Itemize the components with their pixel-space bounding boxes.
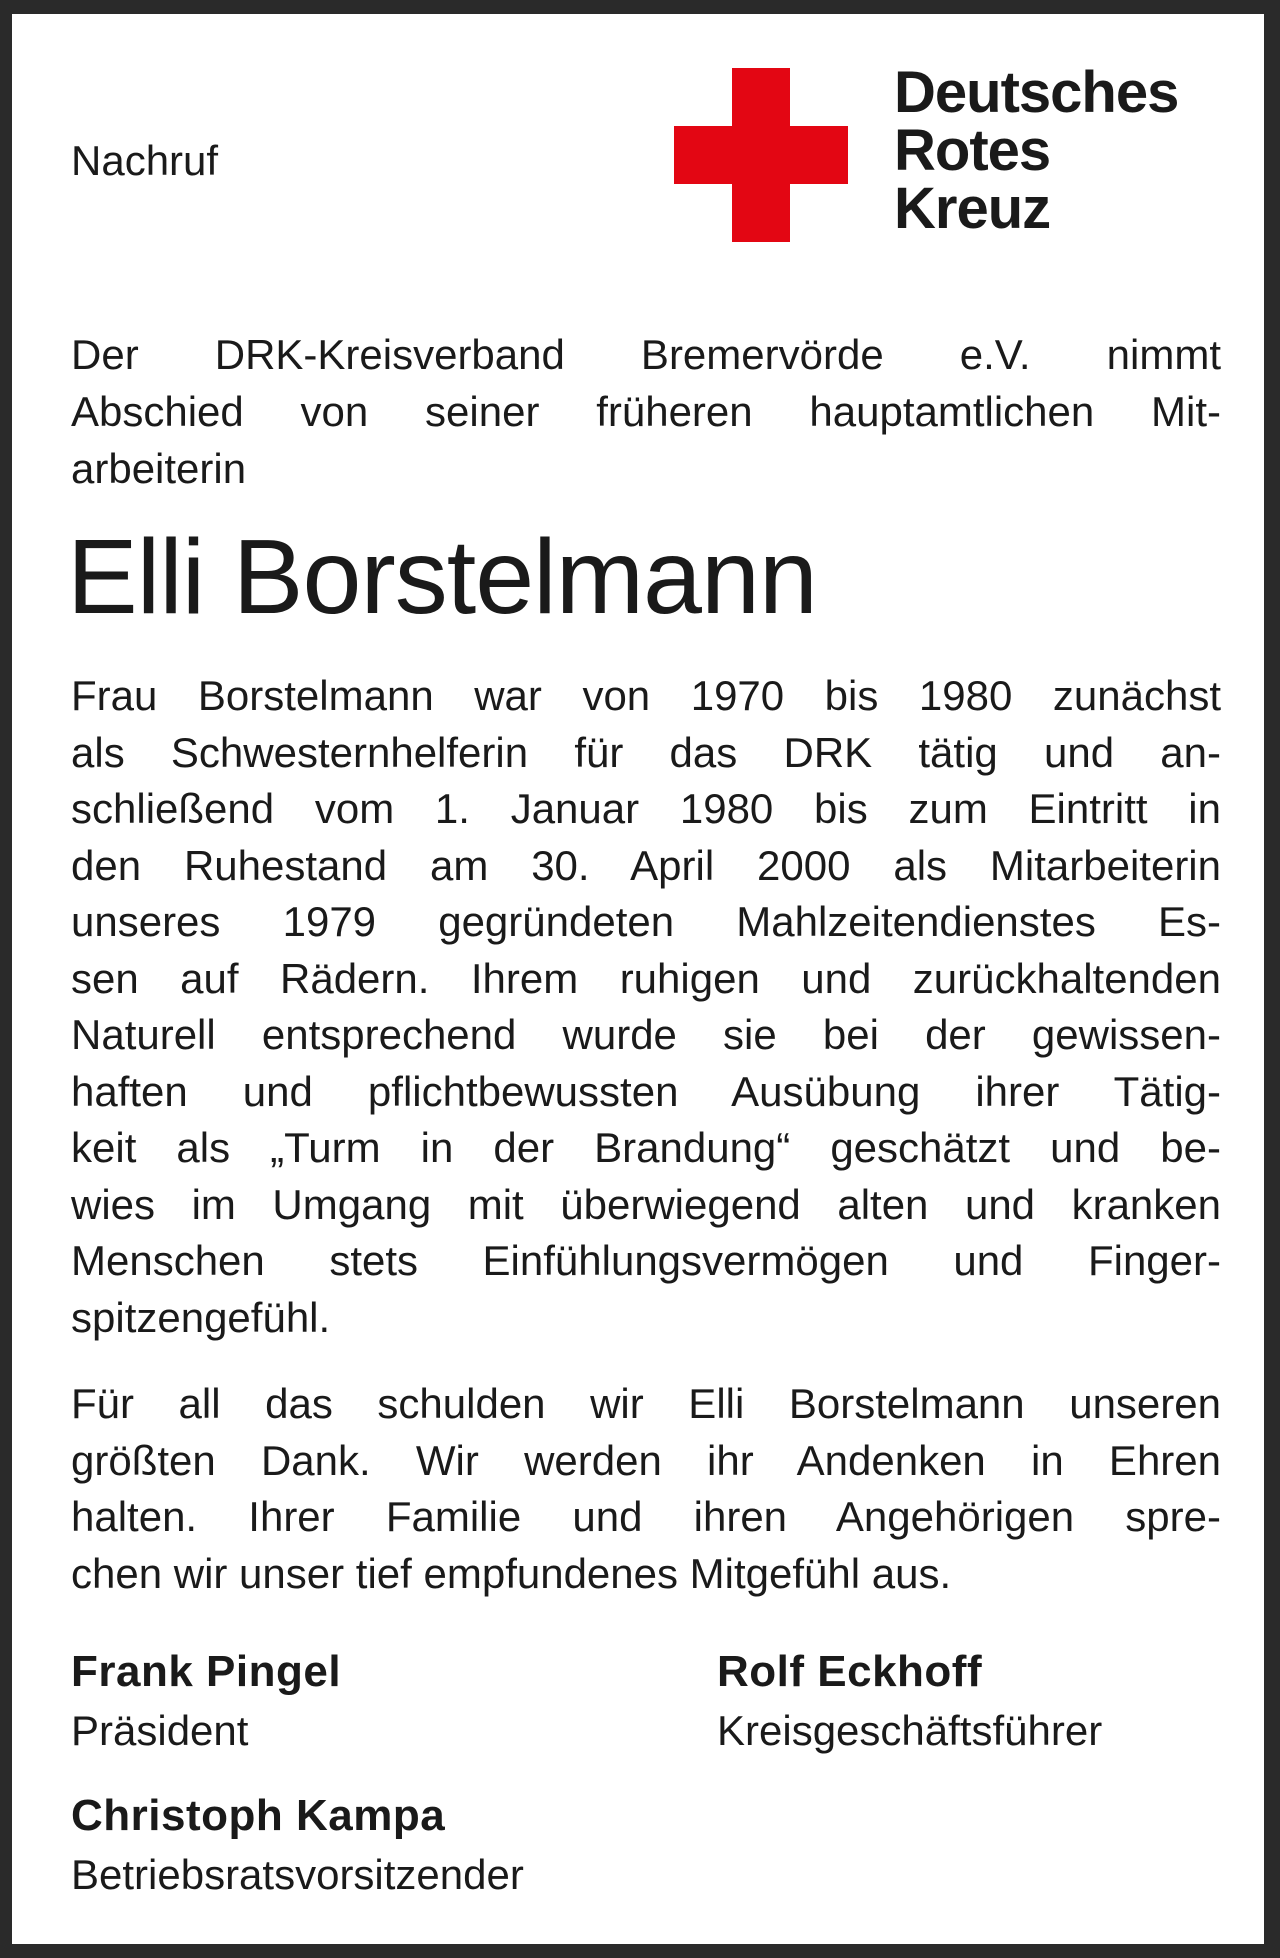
drk-wordmark	[894, 60, 1179, 241]
signatory-president	[71, 1647, 342, 1754]
signatory-works-council	[71, 1791, 524, 1898]
intro-line: arbeiterin	[71, 445, 247, 492]
closing-paragraph	[71, 1376, 1221, 1602]
bio-line: spitzengefühl.	[71, 1293, 331, 1341]
obituary-notice	[12, 14, 1264, 1944]
bio-line: keit als „Turm in der Brandung“ geschätzt und be-	[71, 1124, 1221, 1171]
closing-line: größten Dank. Wir werden ihr Andenken in Ehren	[71, 1436, 1221, 1484]
wordmark-line-3: Kreuz	[894, 176, 1051, 241]
bio-line: den Ruhestand am 30. April 2000 als Mitarbeiterin	[71, 841, 1221, 889]
red-cross-icon	[674, 68, 848, 242]
drk-logo	[674, 60, 1234, 258]
bio-line: Menschen stets Einfühlungsvermögen und Finger-	[71, 1237, 1221, 1284]
signatory-name: Christoph Kampa	[71, 1791, 446, 1840]
signatory-role: Präsident	[71, 1707, 249, 1754]
bio-line: als Schwesternhelferin für das DRK tätig und an-	[71, 728, 1221, 776]
intro-paragraph	[71, 326, 1221, 497]
closing-line: Für all das schulden wir Elli Borstelmann unseren	[71, 1380, 1221, 1427]
bio-line: Frau Borstelmann war von 1970 bis 1980 zunächst	[71, 672, 1221, 719]
signatory-managing-director	[717, 1647, 1103, 1754]
notice-type-label: Nachruf	[71, 137, 219, 184]
bio-line: schließend vom 1. Januar 1980 bis zum Eintritt in	[71, 785, 1221, 832]
bio-line: wies im Umgang mit überwiegend alten und kranken	[71, 1180, 1221, 1228]
signatory-name: Rolf Eckhoff	[717, 1647, 983, 1696]
closing-line: chen wir unser tief empfundenes Mitgefühl aus.	[71, 1549, 952, 1597]
bio-line: haften und pflichtbewussten Ausübung ihrer Tätig-	[71, 1067, 1221, 1115]
signatory-role: Betriebsratsvorsitzender	[71, 1851, 524, 1898]
bio-line: Naturell entsprechend wurde sie bei der gewissen-	[71, 1011, 1221, 1058]
bio-line: sen auf Rädern. Ihrem ruhigen und zurückhaltenden	[71, 954, 1221, 1002]
intro-line: Abschied von seiner früheren hauptamtlichen Mit-	[71, 388, 1221, 435]
intro-line: Der DRK-Kreisverband Bremervörde e.V. nimmt	[71, 331, 1221, 378]
bio-line: unseres 1979 gegründeten Mahlzeitendienstes Es-	[71, 898, 1221, 945]
signatory-name: Frank Pingel	[71, 1647, 342, 1696]
wordmark-line-2: Rotes	[894, 118, 1051, 183]
wordmark-line-1: Deutsches	[894, 60, 1179, 125]
closing-line: halten. Ihrer Familie und ihren Angehörigen spre-	[71, 1493, 1221, 1540]
biography-paragraph	[71, 668, 1221, 1346]
signatory-role: Kreisgeschäftsführer	[717, 1707, 1103, 1754]
deceased-name: Elli Borstelmann	[67, 518, 817, 636]
